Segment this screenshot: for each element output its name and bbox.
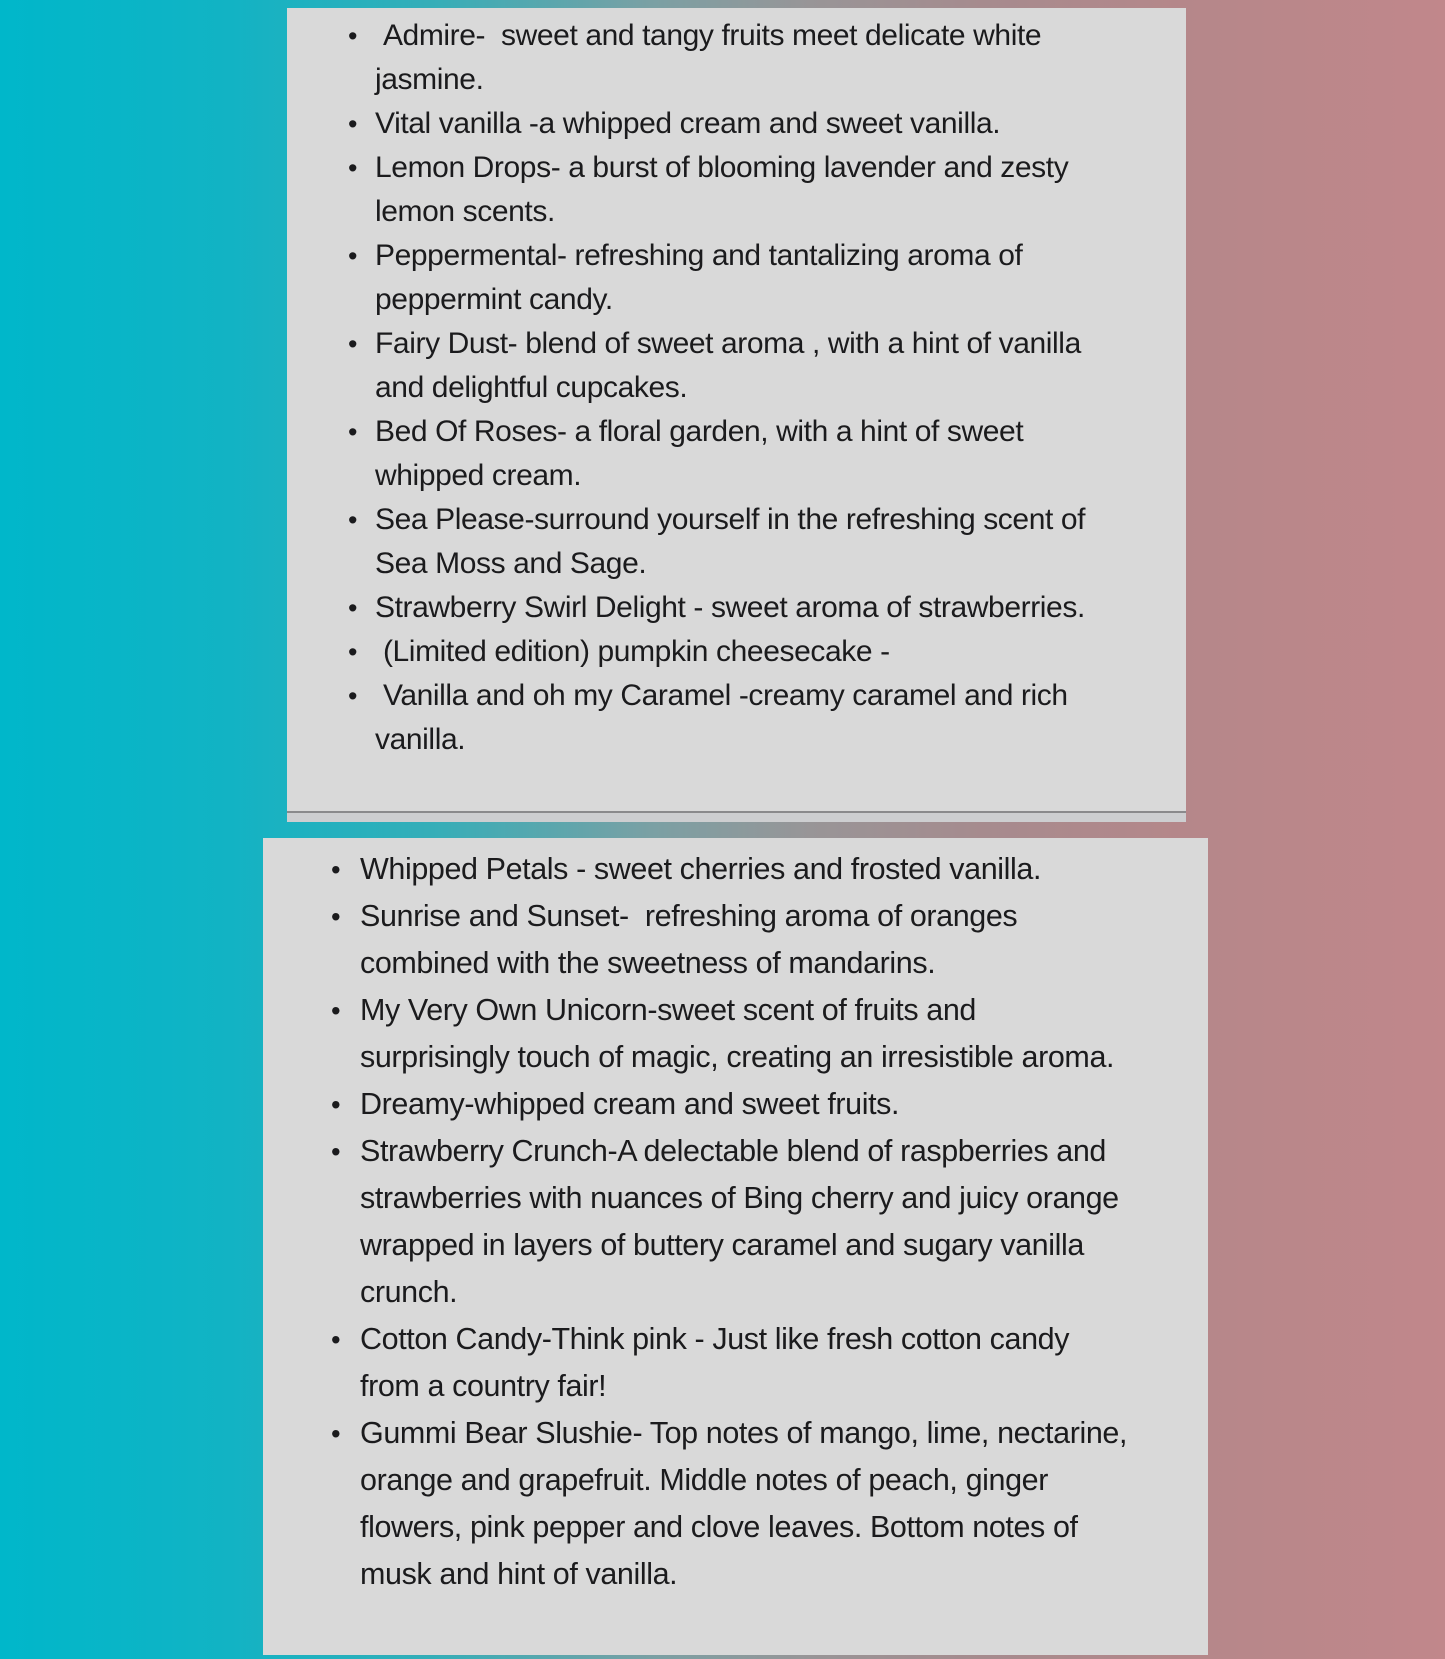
scent-list-item (344, 322, 1135, 410)
scent-list-item (344, 14, 1135, 102)
scent-description: Whipped Petals - sweet cherries and frosted vanilla. (360, 852, 1042, 886)
scent-description: Peppermental- refreshing and tantalizing aroma of peppermint candy. (375, 239, 1031, 316)
bullet-icon: • (348, 681, 358, 711)
scent-description: Dreamy-whipped cream and sweet fruits. (360, 1087, 900, 1121)
bullet-icon: • (348, 109, 358, 139)
bullet-icon: • (331, 1136, 341, 1167)
bullet-icon: • (331, 901, 341, 932)
scent-list-item (344, 102, 1135, 146)
scent-list-item (327, 846, 1130, 893)
bullet-icon: • (348, 593, 358, 623)
scent-description: Cotton Candy-Think pink - Just like fresh cotton candy from a country fair! (360, 1322, 1078, 1403)
bullet-icon: • (331, 1324, 341, 1355)
bullet-icon: • (331, 854, 341, 885)
scent-description: Lemon Drops- a burst of blooming lavender and zesty lemon scents. (375, 151, 1077, 228)
bullet-icon: • (348, 329, 358, 359)
scent-list-item (344, 498, 1135, 586)
scent-description: Gummi Bear Slushie- Top notes of mango, lime, nectarine, orange and grapefruit. Middle notes of peach, ginger flowers, pink pepper and clove leaves. Bottom notes of musk and hint of vanilla. (360, 1416, 1136, 1591)
scent-list-item (327, 1410, 1136, 1598)
bullet-icon: • (348, 153, 358, 183)
scent-list-item (327, 893, 1130, 987)
bullet-icon: • (331, 1418, 341, 1449)
bullet-icon: • (348, 417, 358, 447)
scent-description: Sea Please-surround yourself in the refreshing scent of Sea Moss and Sage. (375, 503, 1094, 580)
bullet-icon: • (331, 995, 341, 1026)
scent-description: Fairy Dust- blend of sweet aroma , with a hint of vanilla and delightful cupcakes. (375, 327, 1089, 404)
scent-list-item (327, 987, 1130, 1081)
scent-description: Strawberry Swirl Delight - sweet aroma of strawberries. (375, 591, 1085, 624)
scent-list-bottom (263, 838, 1208, 1598)
scent-description: Sunrise and Sunset- refreshing aroma of oranges combined with the sweetness of mandarins. (360, 899, 1026, 980)
scent-list-item (344, 234, 1135, 322)
scent-list-top (287, 8, 1186, 762)
scent-list-item (344, 410, 1135, 498)
scent-list-item (344, 674, 1135, 762)
scent-list-item (327, 1316, 1130, 1410)
bullet-icon: • (348, 241, 358, 271)
scent-list-item (344, 586, 1135, 630)
scent-list-item (327, 1128, 1130, 1316)
bullet-icon: • (348, 505, 358, 535)
scent-description: Vital vanilla -a whipped cream and sweet vanilla. (375, 107, 1001, 140)
bullet-icon: • (348, 21, 358, 51)
scent-description: My Very Own Unicorn-sweet scent of fruits and surprisingly touch of magic, creating an irresistible aroma. (360, 993, 1115, 1074)
scent-description: Bed Of Roses- a floral garden, with a hint of sweet whipped cream. (375, 415, 1032, 492)
scent-list-item (344, 146, 1135, 234)
bullet-icon: • (348, 637, 358, 667)
bullet-icon: • (331, 1089, 341, 1120)
scent-description: Strawberry Crunch-A delectable blend of raspberries and strawberries with nuances of Bing cherry and juicy orange wrapped in layers of buttery caramel and sugary vanilla crunch. (360, 1134, 1127, 1309)
scent-list-panel-bottom (263, 838, 1208, 1655)
scent-description: (Limited edition) pumpkin cheesecake - (375, 635, 890, 668)
scent-description: Vanilla and oh my Caramel -creamy caramel and rich vanilla. (375, 679, 1076, 756)
scent-list-item (327, 1081, 1130, 1128)
scent-list-item (344, 630, 1135, 674)
scent-description: Admire- sweet and tangy fruits meet delicate white jasmine. (375, 19, 1050, 96)
scent-list-panel-top (287, 8, 1186, 822)
